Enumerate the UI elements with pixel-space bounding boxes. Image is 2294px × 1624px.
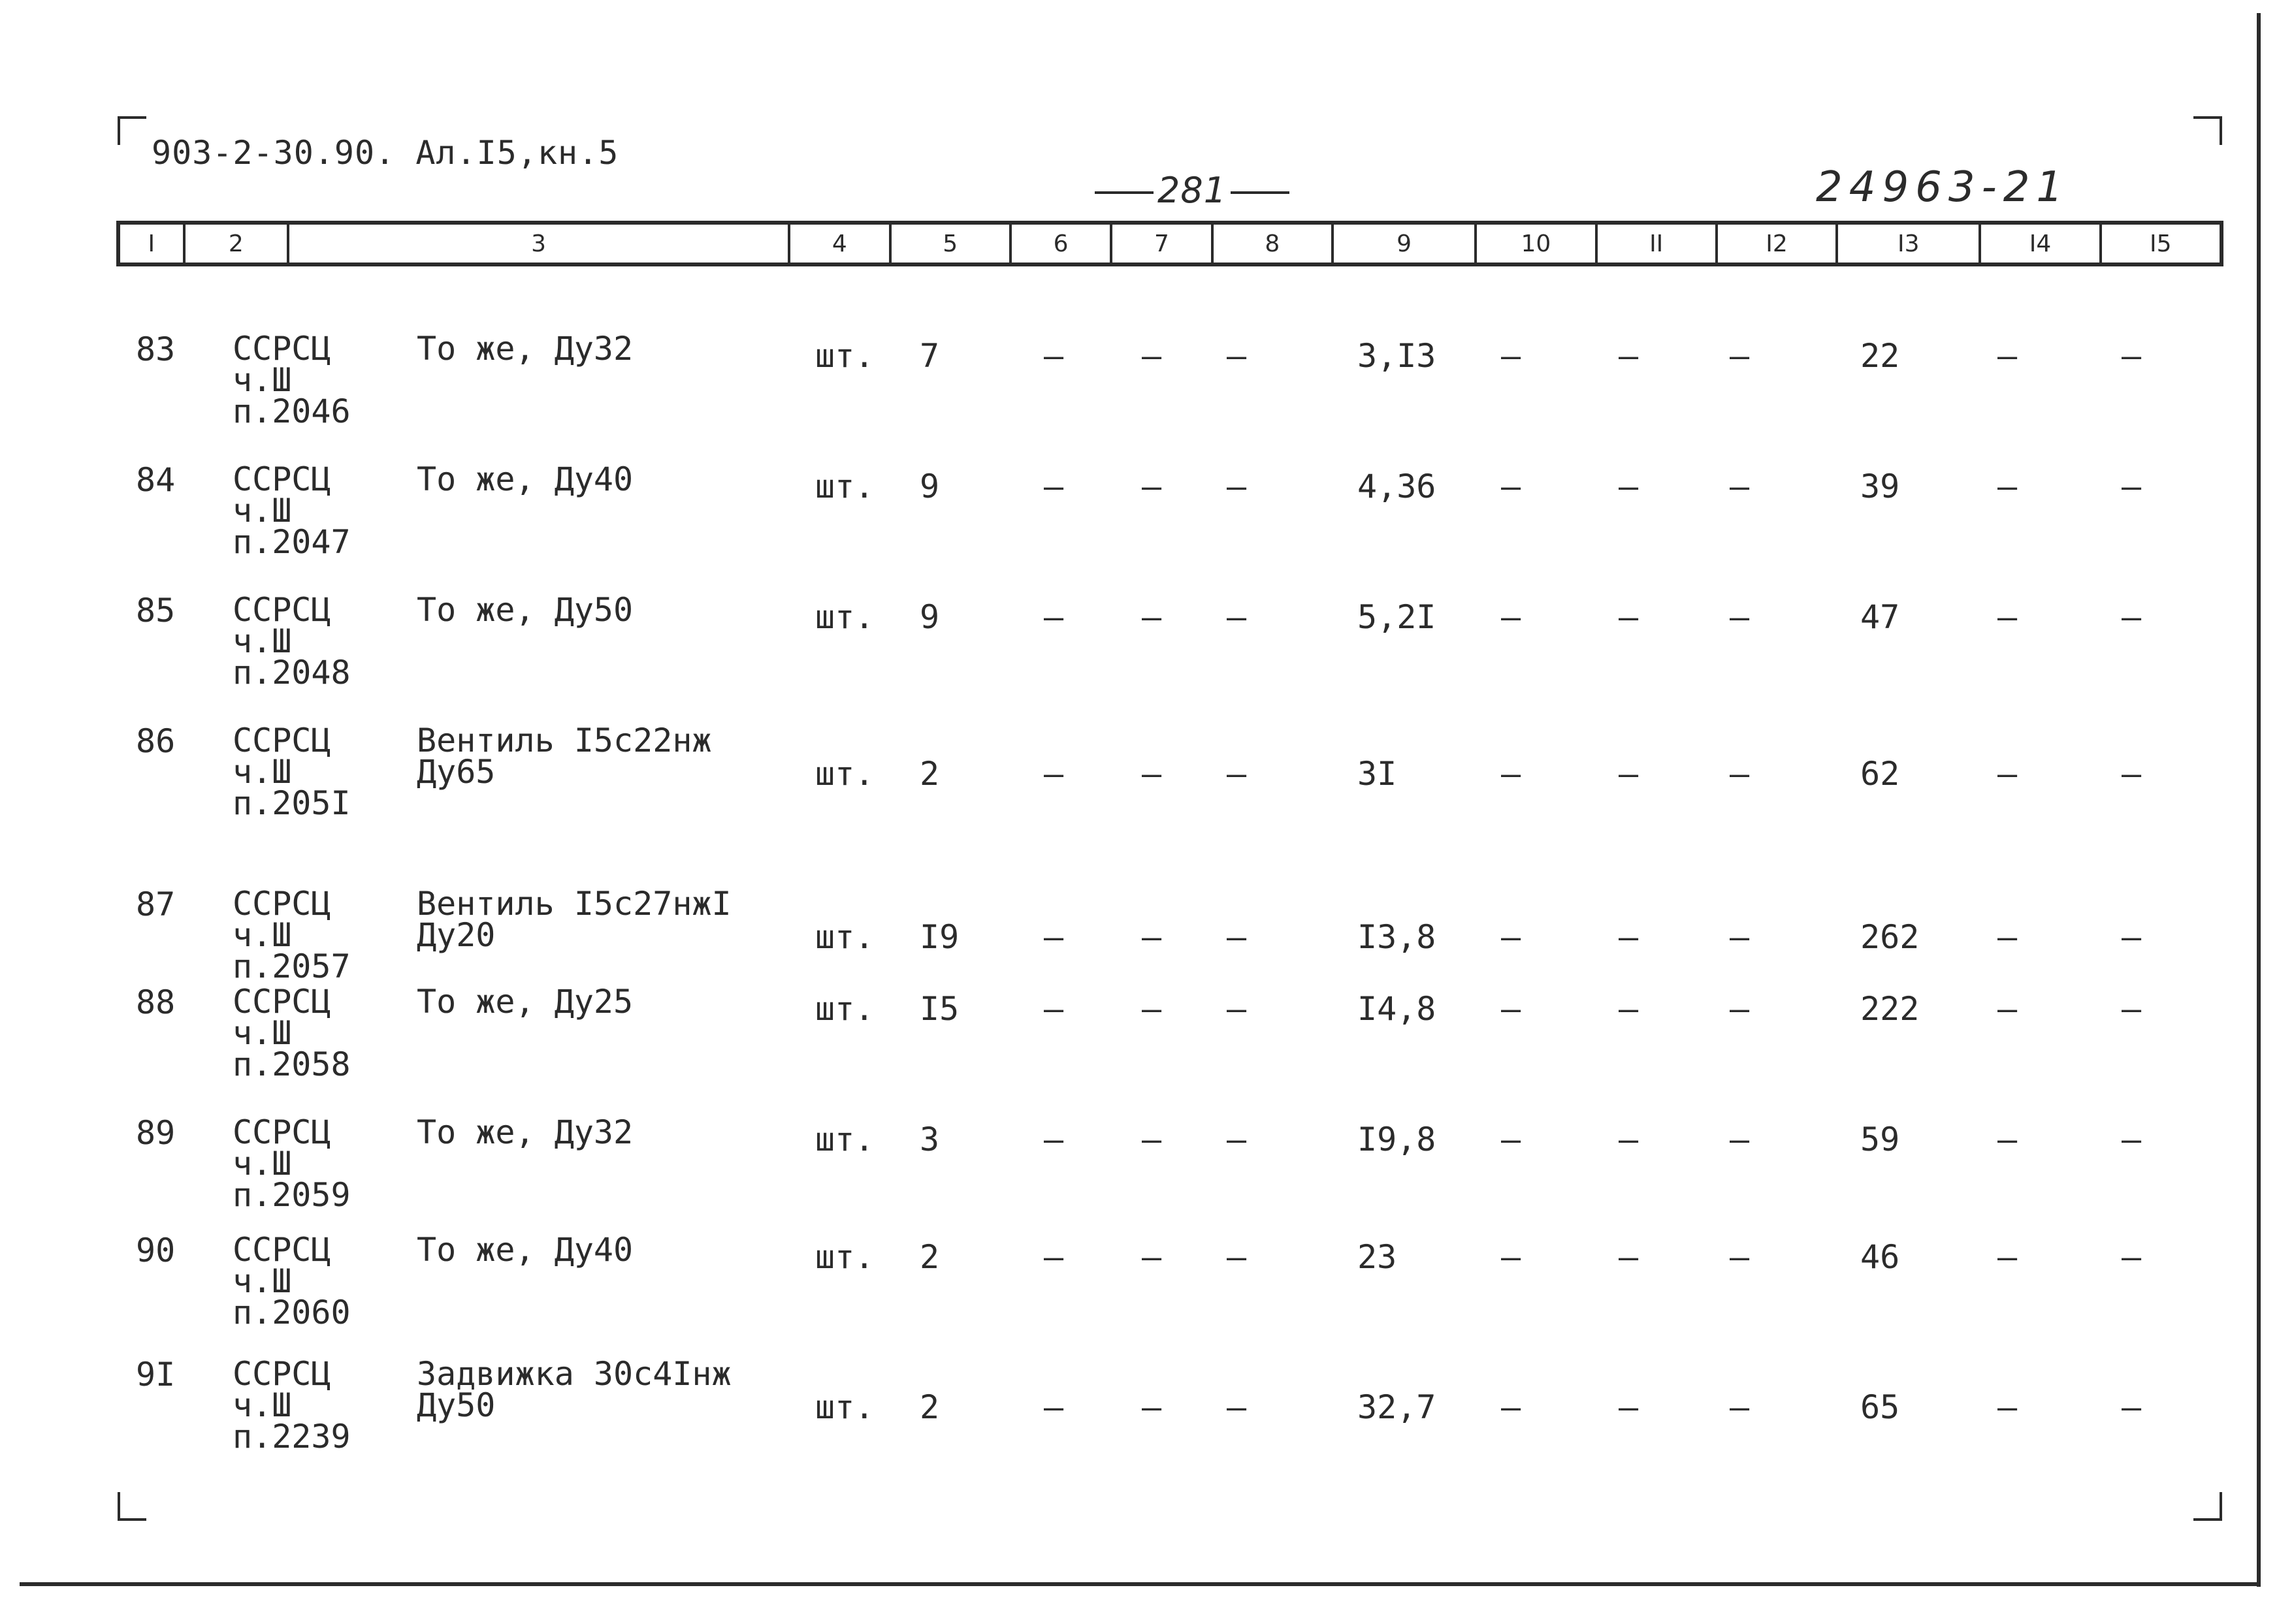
reference-line: п.2057 [233,947,351,985]
column-9-value: 4,36 [1357,468,1436,505]
column-15-value: – [2122,1388,2142,1426]
column-header-3: 3 [289,225,790,263]
unit: шт. [815,755,875,793]
reference-line: ч.Ш [233,1014,292,1052]
column-8-value: – [1227,1388,1247,1426]
item-name-line: Ду20 [417,916,496,954]
item-name [417,330,634,368]
item-name-line: То же, Ду40 [417,1231,634,1269]
reference-code [233,1113,351,1214]
column-14-value: – [1997,1121,2018,1158]
reference-line: ССРСЦ [233,460,331,498]
column-12-value: – [1730,598,1750,636]
column-10-value: – [1501,918,1521,956]
quantity: 2 [920,1238,940,1276]
column-header-row [116,221,2223,266]
column-13-value: 222 [1860,990,1920,1028]
column-14-value: – [1997,468,2018,505]
reference-line: п.2058 [233,1045,351,1083]
column-8-value: – [1227,918,1247,956]
column-6-value: – [1044,337,1064,375]
row-number: 90 [136,1232,176,1269]
column-8-value: – [1227,755,1247,793]
column-6-value: – [1044,598,1064,636]
item-name-line: Вентиль I5с22нж [417,722,712,759]
column-9-value: 5,2I [1357,598,1436,636]
item-name-line: Ду50 [417,1386,496,1424]
column-15-value: – [2122,1238,2142,1276]
quantity: 2 [920,755,940,793]
corner-mark-bottom-right [2193,1492,2222,1521]
column-14-value: – [1997,1388,2018,1426]
column-13-value: 62 [1860,755,1900,793]
reference-line: ССРСЦ [233,885,331,923]
reference-code [233,1355,351,1456]
column-11-value: – [1619,337,1639,375]
column-8-value: – [1227,468,1247,505]
column-header-10: 10 [1477,225,1597,263]
quantity: I5 [920,990,960,1028]
column-11-value: – [1619,1121,1639,1158]
column-11-value: – [1619,598,1639,636]
column-10-value: – [1501,1388,1521,1426]
column-12-value: – [1730,1238,1750,1276]
item-name-line: Ду65 [417,753,496,791]
column-9-value: 23 [1357,1238,1397,1276]
column-15-value: – [2122,598,2142,636]
reference-line: ССРСЦ [233,591,331,629]
quantity: 2 [920,1388,940,1426]
reference-line: ч.Ш [233,622,292,660]
column-6-value: – [1044,1388,1064,1426]
column-9-value: I3,8 [1357,918,1436,956]
item-name-line: Задвижка 30с4Iнж [417,1355,732,1393]
reference-line: ч.Ш [233,753,292,791]
column-11-value: – [1619,755,1639,793]
unit: шт. [815,468,875,505]
quantity: 9 [920,468,940,505]
column-9-value: 32,7 [1357,1388,1436,1426]
column-8-value: – [1227,990,1247,1028]
item-name [417,460,634,498]
reference-line: ч.Ш [233,1262,292,1300]
column-13-value: 59 [1860,1121,1900,1158]
column-10-value: – [1501,1238,1521,1276]
column-6-value: – [1044,990,1064,1028]
column-9-value: I4,8 [1357,990,1436,1028]
reference-line: ч.Ш [233,361,292,399]
column-7-value: – [1142,1388,1162,1426]
column-12-value: – [1730,755,1750,793]
reference-line: п.2239 [233,1418,351,1456]
row-number: 9I [136,1356,176,1393]
column-13-value: 39 [1860,468,1900,505]
column-10-value: – [1501,598,1521,636]
column-9-value: 3I [1357,755,1397,793]
column-header-7: 7 [1112,225,1213,263]
sheet-edge-right [2257,13,2261,1587]
reference-code [233,330,351,430]
unit: шт. [815,598,875,636]
column-15-value: – [2122,755,2142,793]
column-14-value: – [1997,990,2018,1028]
reference-line: ССРСЦ [233,330,331,368]
reference-code [233,983,351,1083]
column-15-value: – [2122,337,2142,375]
row-number: 83 [136,330,176,368]
reference-line: п.2048 [233,654,351,692]
item-name [417,885,732,954]
column-header-13: I3 [1838,225,1981,263]
unit: шт. [815,990,875,1028]
column-9-value: I9,8 [1357,1121,1436,1158]
quantity: 3 [920,1121,940,1158]
reference-code [233,460,351,561]
reference-line: п.2047 [233,523,351,561]
page-number-value: 281 [1157,170,1227,211]
column-11-value: – [1619,468,1639,505]
column-15-value: – [2122,1121,2142,1158]
column-7-value: – [1142,990,1162,1028]
item-name [417,1231,634,1269]
reference-line: п.205I [233,784,351,822]
reference-line: ч.Ш [233,492,292,530]
row-number: 88 [136,983,176,1021]
column-header-4: 4 [790,225,891,263]
column-7-value: – [1142,1238,1162,1276]
column-header-5: 5 [892,225,1012,263]
unit: шт. [815,1238,875,1276]
column-7-value: – [1142,1121,1162,1158]
quantity: I9 [920,918,960,956]
column-9-value: 3,I3 [1357,337,1436,375]
column-7-value: – [1142,918,1162,956]
column-header-8: 8 [1214,225,1334,263]
corner-mark-top-right [2193,116,2222,145]
column-6-value: – [1044,755,1064,793]
column-6-value: – [1044,1121,1064,1158]
row-number: 87 [136,885,176,923]
column-14-value: – [1997,918,2018,956]
column-15-value: – [2122,468,2142,505]
column-header-14: I4 [1981,225,2101,263]
item-name [417,722,712,791]
item-name-line: То же, Ду25 [417,983,634,1021]
column-13-value: 22 [1860,337,1900,375]
column-header-1: I [120,225,186,263]
column-header-6: 6 [1012,225,1112,263]
column-11-value: – [1619,1238,1639,1276]
column-8-value: – [1227,337,1247,375]
row-number: 84 [136,461,176,499]
column-7-value: – [1142,468,1162,505]
column-7-value: – [1142,337,1162,375]
sheet-edge-bottom [20,1582,2260,1586]
column-header-11: II [1598,225,1718,263]
reference-line: ССРСЦ [233,1355,331,1393]
item-name-line: То же, Ду50 [417,591,634,629]
column-13-value: 262 [1860,918,1920,956]
column-13-value: 65 [1860,1388,1900,1426]
column-10-value: – [1501,468,1521,505]
reference-line: п.2059 [233,1176,351,1214]
item-name-line: То же, Ду32 [417,330,634,368]
quantity: 7 [920,337,940,375]
page-number [1091,170,1293,211]
column-13-value: 47 [1860,598,1900,636]
column-12-value: – [1730,1388,1750,1426]
column-12-value: – [1730,918,1750,956]
unit: шт. [815,1121,875,1158]
item-name-line: То же, Ду40 [417,460,634,498]
column-14-value: – [1997,1238,2018,1276]
column-11-value: – [1619,990,1639,1028]
column-14-value: – [1997,598,2018,636]
handwritten-document-id: 24963-21 [1816,163,2070,212]
column-15-value: – [2122,918,2142,956]
column-14-value: – [1997,755,2018,793]
column-10-value: – [1501,755,1521,793]
column-8-value: – [1227,1238,1247,1276]
item-name [417,591,634,629]
column-10-value: – [1501,1121,1521,1158]
item-name-line: То же, Ду32 [417,1113,634,1151]
reference-line: ч.Ш [233,1145,292,1183]
reference-code [233,885,351,985]
reference-line: ССРСЦ [233,1113,331,1151]
reference-code [233,1231,351,1331]
row-number: 85 [136,592,176,629]
corner-mark-bottom-left [118,1492,146,1521]
document-code: 903-2-30.90. Ал.I5,кн.5 [152,134,619,172]
column-header-12: I2 [1718,225,1838,263]
quantity: 9 [920,598,940,636]
column-14-value: – [1997,337,2018,375]
column-12-value: – [1730,990,1750,1028]
column-12-value: – [1730,1121,1750,1158]
column-8-value: – [1227,1121,1247,1158]
reference-line: ССРСЦ [233,722,331,759]
reference-line: ССРСЦ [233,983,331,1021]
column-10-value: – [1501,990,1521,1028]
row-number: 86 [136,722,176,760]
unit: шт. [815,918,875,956]
column-header-9: 9 [1334,225,1477,263]
reference-line: ССРСЦ [233,1231,331,1269]
column-8-value: – [1227,598,1247,636]
reference-line: п.2060 [233,1294,351,1331]
item-name [417,1355,732,1424]
unit: шт. [815,1388,875,1426]
reference-line: ч.Ш [233,1386,292,1424]
column-header-2: 2 [186,225,289,263]
column-11-value: – [1619,1388,1639,1426]
corner-mark-top-left [118,116,146,145]
item-name [417,983,634,1021]
column-6-value: – [1044,918,1064,956]
reference-line: ч.Ш [233,916,292,954]
reference-code [233,722,351,822]
column-7-value: – [1142,598,1162,636]
column-10-value: – [1501,337,1521,375]
row-number: 89 [136,1114,176,1152]
column-13-value: 46 [1860,1238,1900,1276]
column-12-value: – [1730,337,1750,375]
unit: шт. [815,337,875,375]
column-11-value: – [1619,918,1639,956]
reference-code [233,591,351,692]
reference-line: п.2046 [233,392,351,430]
column-header-15: I5 [2150,230,2172,257]
column-15-value: – [2122,990,2142,1028]
column-7-value: – [1142,755,1162,793]
item-name [417,1113,634,1151]
column-12-value: – [1730,468,1750,505]
column-6-value: – [1044,1238,1064,1276]
column-6-value: – [1044,468,1064,505]
item-name-line: Вентиль I5с27нжI [417,885,732,923]
